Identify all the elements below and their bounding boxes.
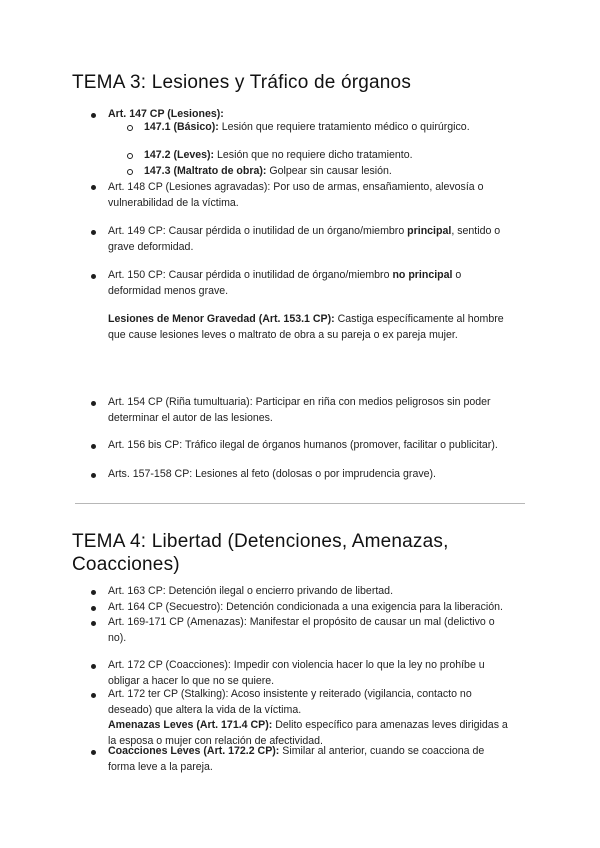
- bullet-icon: [91, 664, 96, 669]
- art172ter: Art. 172 ter CP (Stalking): Acoso insistente y reiterado (vigilancia, contacto no deseado) que altera la vida de la víctima. Amenazas Leves (Art. 171.4 CP): Delito específico para amenazas leves dirigidas a la esposa o mujer con relación de afectividad.: [108, 688, 508, 747]
- bullet-icon: [91, 606, 96, 611]
- bullet-icon: [91, 621, 96, 626]
- art147-2: 147.2 (Leves): Lesión que no requiere dicho tratamiento.: [144, 149, 413, 161]
- section-divider: [75, 503, 525, 504]
- art154: Art. 154 CP (Riña tumultuaria): Participar en riña con medios peligrosos sin poder determinar el autor de las lesiones.: [108, 396, 491, 424]
- art164: Art. 164 CP (Secuestro): Detención condicionada a una exigencia para la liberación.: [108, 601, 503, 613]
- art156: Art. 156 bis CP: Tráfico ilegal de órganos humanos (promover, facilitar o publicitar).: [108, 439, 498, 451]
- bullet-icon: [91, 444, 96, 449]
- art149: Art. 149 CP: Causar pérdida o inutilidad de un órgano/miembro principal, sentido o grave deformidad.: [108, 225, 501, 253]
- bullet-icon: [91, 230, 96, 235]
- art147-1: 147.1 (Básico): Lesión que requiere tratamiento médico o quirúrgico.: [144, 121, 470, 133]
- art147-3: 147.3 (Maltrato de obra): Golpear sin causar lesión.: [144, 165, 392, 177]
- coacciones-leves: Coacciones Leves (Art. 172.2 CP): Similar al anterior, cuando se coacciona de forma leve a la pareja.: [108, 745, 485, 773]
- art147-heading: Art. 147 CP (Lesiones):: [108, 108, 224, 120]
- bullet-icon: [91, 473, 96, 478]
- art150: Art. 150 CP: Causar pérdida o inutilidad de órgano/miembro no principal o deformidad menos grave.: [108, 269, 462, 297]
- art169-171: Art. 169-171 CP (Amenazas): Manifestar el propósito de causar un mal (delictivo o no).: [108, 616, 495, 644]
- bullet-icon: [91, 274, 96, 279]
- bullet-icon: [91, 113, 96, 118]
- bullet-icon: [91, 750, 96, 755]
- bullet-icon: [91, 693, 96, 698]
- art148: Art. 148 CP (Lesiones agravadas): Por uso de armas, ensañamiento, alevosía o vulnerabilidad de la víctima.: [108, 181, 484, 209]
- tema3-title: TEMA 3: Lesiones y Tráfico de órganos: [72, 72, 412, 93]
- art172: Art. 172 CP (Coacciones): Impedir con violencia hacer lo que la ley no prohíbe u obligar a hacer lo que no se quiere.: [108, 659, 485, 687]
- lesiones-menor-gravedad: Lesiones de Menor Gravedad (Art. 153.1 CP): Castiga específicamente al hombre que cause lesiones leves o maltrato de obra a su pareja o ex pareja mujer.: [108, 313, 504, 341]
- tema4-title: TEMA 4: Libertad (Detenciones, Amenazas, Coacciones): [72, 531, 449, 575]
- sub-bullet-icon: [127, 153, 133, 159]
- bullet-icon: [91, 185, 96, 190]
- bullet-icon: [91, 401, 96, 406]
- bullet-icon: [91, 590, 96, 595]
- sub-bullet-icon: [127, 169, 133, 175]
- sub-bullet-icon: [127, 125, 133, 131]
- art157: Arts. 157-158 CP: Lesiones al feto (dolosas o por imprudencia grave).: [108, 468, 436, 480]
- art163: Art. 163 CP: Detención ilegal o encierro privando de libertad.: [108, 585, 394, 597]
